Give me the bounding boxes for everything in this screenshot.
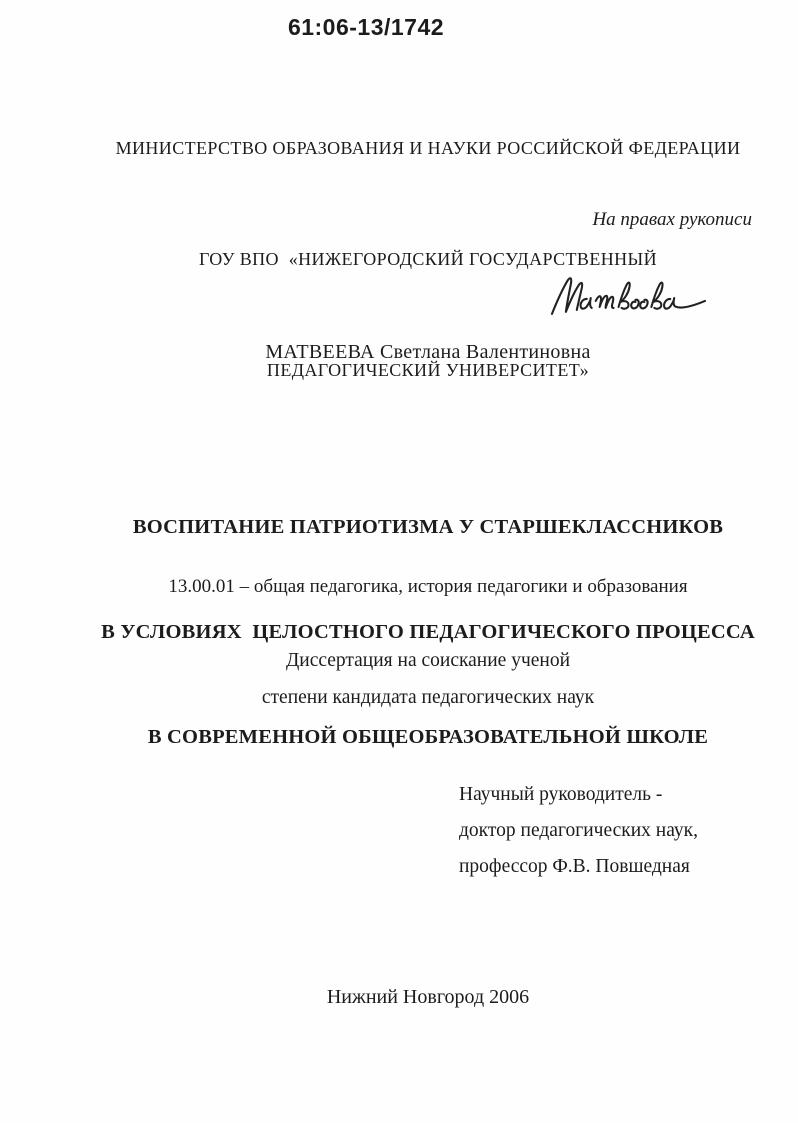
degree-line-1: Диссертация на соискание ученой [285, 650, 571, 671]
degree-statement [58, 642, 798, 716]
specialty-code: 13.00.01 – общая педагогика, история педагогики и образования [168, 576, 688, 597]
title-line-1: ВОСПИТАНИЕ ПАТРИОТИЗМА У СТАРШЕКЛАССНИКОВ [132, 516, 724, 538]
degree-line-2: степени кандидата педагогических наук [261, 687, 595, 708]
ministry-line-3: ПЕДАГОГИЧЕСКИЙ УНИВЕРСИТЕТ» [266, 360, 590, 380]
supervisor-line-2: доктор педагогических наук, [459, 820, 698, 841]
signature-handwriting-icon [546, 266, 710, 324]
dissertation-title [58, 440, 798, 825]
author-signature [546, 266, 710, 324]
title-line-2: В УСЛОВИЯХ ЦЕЛОСТНОГО ПЕДАГОГИЧЕСКОГО ПРОЦЕССА [101, 621, 755, 643]
supervisor-line-1: Научный руководитель - [459, 784, 663, 805]
catalog-number: 61:06-13/1742 [287, 14, 445, 40]
title-line-3: В СОВРЕМЕННОЙ ОБЩЕОБРАЗОВАТЕЛЬНОЙ ШКОЛЕ [147, 726, 709, 748]
city-year: Нижний Новгород 2006 [326, 986, 530, 1008]
ministry-line-1: МИНИСТЕРСТВО ОБРАЗОВАНИЯ И НАУКИ РОССИЙСКОЙ ФЕДЕРАЦИИ [115, 138, 741, 158]
supervisor-line-3: профессор Ф.В. Повшедная [459, 856, 690, 877]
ministry-block [58, 56, 798, 463]
manuscript-rights-note: На правах рукописи [592, 209, 752, 230]
supervisor-block [459, 777, 698, 885]
author-name: МАТВЕЕВА Светлана Валентиновна [265, 341, 591, 363]
ministry-line-2: ГОУ ВПО «НИЖЕГОРОДСКИЙ ГОСУДАРСТВЕННЫЙ [198, 249, 658, 269]
